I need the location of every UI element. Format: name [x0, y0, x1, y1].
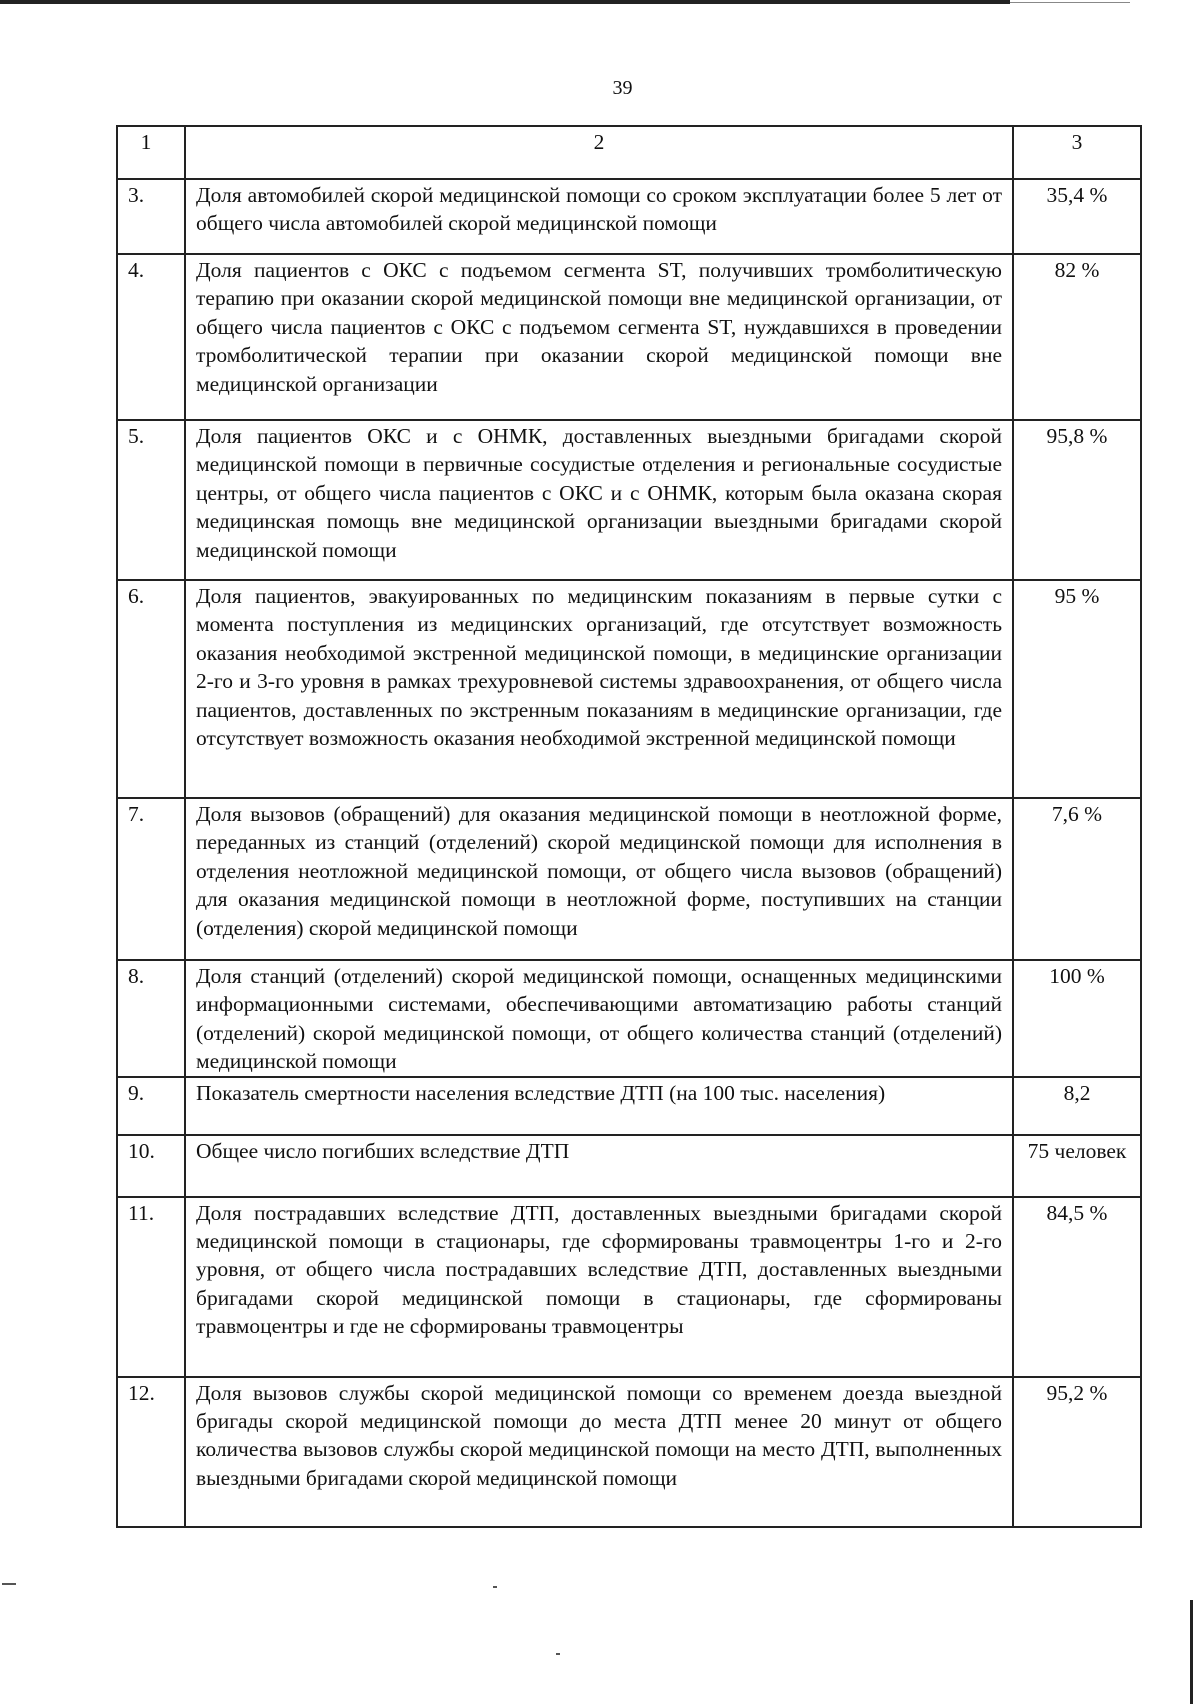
- row-description: Доля пострадавших вследствие ДТП, доставленных выездными бригадами скорой медицинской помощи в стационары, где сформированы травмоцентры 1-го и 2-го уровня, от общего числа пострадавших вследствие ДТП, доставленных выездными бригадами скорой медицинской помощи в стационары, где сформированы травмоцентры и где не сформированы травмоцентры: [185, 1197, 1013, 1377]
- table-row: [117, 960, 1141, 1077]
- row-number: 6.: [117, 580, 185, 798]
- table-row: [117, 798, 1141, 960]
- scan-edge-right: [1190, 1600, 1193, 1704]
- indicators-table: [116, 125, 1142, 1528]
- row-description: Доля пациентов с ОКС с подъемом сегмента ST, получивших тромболитическую терапию при оказании скорой медицинской помощи вне медицинской организации, от общего числа пациентов с ОКС с подъемом сегмента ST, нуждавшихся в проведении тромболитической терапии при оказании скорой медицинской помощи вне медицинской организации: [185, 254, 1013, 420]
- table-row: [117, 580, 1141, 798]
- row-value: 75 человек: [1013, 1135, 1141, 1197]
- row-value: 95,8 %: [1013, 420, 1141, 580]
- row-value: 82 %: [1013, 254, 1141, 420]
- row-description: Доля пациентов ОКС и с ОНМК, доставленных выездными бригадами скорой медицинской помощи в первичные сосудистые отделения и региональные сосудистые центры, от общего числа пациентов с ОКС и с ОНМК, которым была оказана скорая медицинская помощь вне медицинской организации выездными бригадами скорой медицинской помощи: [185, 420, 1013, 580]
- scan-edge-top-thin: [1010, 2, 1130, 3]
- row-description: Доля вызовов (обращений) для оказания медицинской помощи в неотложной форме, переданных из станций (отделений) скорой медицинской помощи для исполнения в отделения неотложной медицинской помощи, от общего числа вызовов (обращений) для оказания медицинской помощи в неотложной форме, поступивших на станции (отделения) скорой медицинской помощи: [185, 798, 1013, 960]
- scan-edge-top: [0, 0, 1010, 4]
- row-value: 95,2 %: [1013, 1377, 1141, 1527]
- row-value: 35,4 %: [1013, 179, 1141, 254]
- row-number: 10.: [117, 1135, 185, 1197]
- row-description: Доля вызовов службы скорой медицинской помощи со временем доезда выездной бригады скорой медицинской помощи до места ДТП менее 20 минут от общего количества вызовов службы скорой медицинской помощи на место ДТП, выполненных выездными бригадами скорой медицинской помощи: [185, 1377, 1013, 1527]
- row-number: 7.: [117, 798, 185, 960]
- table-row: [117, 420, 1141, 580]
- row-description: Доля автомобилей скорой медицинской помощи со сроком эксплуатации более 5 лет от общего числа автомобилей скорой медицинской помощи: [185, 179, 1013, 254]
- row-number: 11.: [117, 1197, 185, 1377]
- scan-speck: [556, 1653, 560, 1655]
- header-col-3: 3: [1013, 126, 1141, 179]
- table-row: [117, 1135, 1141, 1197]
- row-description: Общее число погибших вследствие ДТП: [185, 1135, 1013, 1197]
- table-row: [117, 179, 1141, 254]
- scan-speck: [2, 1583, 16, 1585]
- row-description: Показатель смертности населения вследствие ДТП (на 100 тыс. населения): [185, 1077, 1013, 1135]
- page-number: 39: [612, 77, 633, 99]
- scan-speck: [493, 1586, 497, 1588]
- table-row: [117, 1077, 1141, 1135]
- row-value: 7,6 %: [1013, 798, 1141, 960]
- row-value: 8,2: [1013, 1077, 1141, 1135]
- table-row: [117, 1377, 1141, 1527]
- table-row: [117, 1197, 1141, 1377]
- row-value: 95 %: [1013, 580, 1141, 798]
- row-value: 100 %: [1013, 960, 1141, 1077]
- row-number: 3.: [117, 179, 185, 254]
- row-number: 9.: [117, 1077, 185, 1135]
- header-col-1: 1: [117, 126, 185, 179]
- row-description: Доля пациентов, эвакуированных по медицинским показаниям в первые сутки с момента поступления из медицинских организаций, где отсутствует возможность оказания необходимой экстренной медицинской помощи, в медицинские организации 2-го и 3-го уровня в рамках трехуровневой системы здравоохранения, от общего числа пациентов, доставленных по экстренным показаниям в медицинские организации, где отсутствует возможность оказания необходимой экстренной медицинской помощи: [185, 580, 1013, 798]
- row-number: 12.: [117, 1377, 185, 1527]
- row-number: 5.: [117, 420, 185, 580]
- table-row: [117, 254, 1141, 420]
- row-description: Доля станций (отделений) скорой медицинской помощи, оснащенных медицинскими информационными системами, обеспечивающими автоматизацию работы станций (отделений) скорой медицинской помощи, от общего количества станций (отделений) медицинской помощи: [185, 960, 1013, 1077]
- row-value: 84,5 %: [1013, 1197, 1141, 1377]
- row-number: 8.: [117, 960, 185, 1077]
- table-header-row: [117, 126, 1141, 179]
- row-number: 4.: [117, 254, 185, 420]
- header-col-2: 2: [185, 126, 1013, 179]
